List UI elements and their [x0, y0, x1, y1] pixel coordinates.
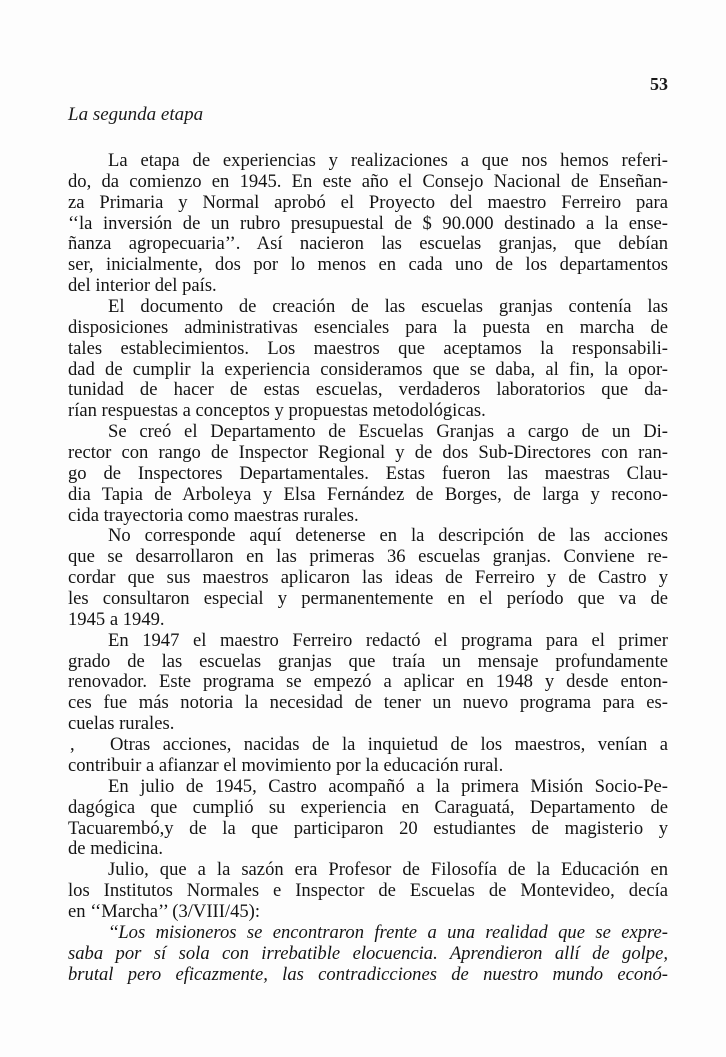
text-line: [68, 860, 668, 881]
line-text: les consultaron especial y permanentemente en el período que va de: [68, 588, 668, 610]
line-text: En julio de 1945, Castro acompañó a la primera Misión Socio-Pe-: [108, 775, 668, 797]
text-line: [68, 589, 668, 610]
line-text: Otras acciones, nacidas de la inquietud de los maestros, venían a: [110, 734, 668, 756]
quote-line: [68, 923, 668, 944]
line-text: ‘‘Los misioneros se encontraron frente a una realidad que se expre-: [108, 921, 668, 943]
text-line: [68, 151, 668, 172]
line-text: grado de las escuelas granjas que traía un mensaje profundamente: [68, 650, 668, 672]
line-text: brutal pero eficazmente, las contradicciones de nuestro mundo econó-: [68, 963, 668, 985]
line-text: Se creó el Departamento de Escuelas Granjas a cargo de un Di-: [108, 421, 668, 443]
text-line: [68, 255, 668, 276]
section-title: La segunda etapa: [68, 104, 204, 125]
text-line: [68, 214, 668, 235]
line-text: ñanza agropecuaria’’. Así nacieron las escuelas granjas, que debían: [68, 233, 668, 255]
quote-line: [68, 965, 668, 986]
text-line: [68, 839, 668, 860]
text-line: [68, 485, 668, 506]
text-line: [68, 798, 668, 819]
line-text: disposiciones administrativas esenciales para la puesta en marcha de: [68, 316, 668, 338]
text-line: [68, 693, 668, 714]
line-text: los Institutos Normales e Inspector de Escuelas de Montevideo, decía: [68, 880, 668, 902]
line-text: dia Tapia de Arboleya y Elsa Fernández de Borges, de larga y recono-: [68, 483, 668, 505]
text-line: [68, 234, 668, 255]
line-text: do, da comienzo en 1945. En este año el Consejo Nacional de Enseñan-: [68, 170, 668, 192]
stray-mark: ,: [70, 734, 75, 756]
line-text: ser, inicialmente, dos por lo menos en cada uno de los departamentos: [68, 254, 668, 276]
line-text: renovador. Este programa se empezó a aplicar en 1948 y desde enton-: [68, 671, 668, 693]
line-text: de medicina.: [68, 838, 163, 860]
line-text: contribuir a afianzar el movimiento por la educación rural.: [68, 754, 504, 776]
text-line: [68, 339, 668, 360]
line-text: Julio, que a la sazón era Profesor de Filosofía de la Educación en: [108, 859, 668, 881]
line-text: dagógica que cumplió su experiencia en Caraguatá, Departamento de: [68, 796, 668, 818]
line-text: La etapa de experiencias y realizaciones a que nos hemos referi-: [108, 150, 668, 171]
text-line: [68, 380, 668, 401]
line-text: rían respuestas a conceptos y propuestas metodológicas.: [68, 400, 486, 422]
line-text: tunidad de hacer de estas escuelas, verdaderos laboratorios que da-: [68, 379, 668, 401]
text-line: [68, 735, 668, 756]
text-line: [68, 464, 668, 485]
text-line: [68, 547, 668, 568]
line-text: tales establecimientos. Los maestros que aceptamos la responsabili-: [68, 337, 668, 359]
line-text: saba por sí sola con irrebatible elocuencia. Aprendieron allí de golpe,: [68, 942, 668, 964]
line-text: que se desarrollaron en las primeras 36 escuelas granjas. Conviene re-: [68, 546, 668, 568]
text-line: [68, 756, 668, 777]
text-line: [68, 172, 668, 193]
line-text: ‘‘la inversión de un rubro presupuestal de $ 90.000 destinado a la ense-: [68, 212, 668, 234]
text-line: [68, 318, 668, 339]
line-text: cuelas rurales.: [68, 713, 175, 735]
line-text: Tacuarembó,y de la que participaron 20 estudiantes de magisterio y: [68, 817, 668, 839]
text-line: [68, 672, 668, 693]
line-text: cordar que sus maestros aplicaron las ideas de Ferreiro y de Castro y: [68, 567, 668, 589]
line-text: del interior del país.: [68, 275, 217, 297]
line-text: ces fue más notoria la necesidad de tener un nuevo programa para es-: [68, 692, 668, 714]
text-line: [68, 631, 668, 652]
line-text: 1945 a 1949.: [68, 608, 165, 630]
text-line: [68, 610, 668, 631]
line-text: rector con rango de Inspector Regional y de dos Sub-Directores con ran-: [68, 442, 668, 464]
text-line: [68, 506, 668, 527]
line-text: cida trayectoria como maestras rurales.: [68, 504, 359, 526]
text-line: [68, 902, 668, 923]
text-line: [68, 652, 668, 673]
line-text: en ‘‘Marcha’’ (3/VIII/45):: [68, 900, 261, 922]
line-text: za Primaria y Normal aprobó el Proyecto del maestro Ferreiro para: [68, 191, 668, 213]
text-line: [68, 360, 668, 381]
line-text: En 1947 el maestro Ferreiro redactó el programa para el primer: [108, 629, 668, 651]
text-line: [68, 401, 668, 422]
line-text: go de Inspectores Departamentales. Estas fueron las maestras Clau-: [68, 462, 668, 484]
text-line: [68, 714, 668, 735]
text-line: [68, 193, 668, 214]
line-text: El documento de creación de las escuelas granjas contenía las: [108, 296, 668, 318]
text-line: [68, 819, 668, 840]
line-text: No corresponde aquí detenerse en la descripción de las acciones: [108, 525, 668, 547]
text-line: [68, 777, 668, 798]
text-line: [68, 568, 668, 589]
text-line: [68, 422, 668, 443]
text-line: [68, 276, 668, 297]
body-text: [68, 151, 668, 985]
text-line: [68, 297, 668, 318]
quote-line: [68, 944, 668, 965]
page-number: 53: [650, 74, 668, 94]
text-line: [68, 443, 668, 464]
line-text: dad de cumplir la experiencia consideramos que se daba, al fin, la opor-: [68, 358, 668, 380]
text-line: [68, 881, 668, 902]
text-line: [68, 526, 668, 547]
